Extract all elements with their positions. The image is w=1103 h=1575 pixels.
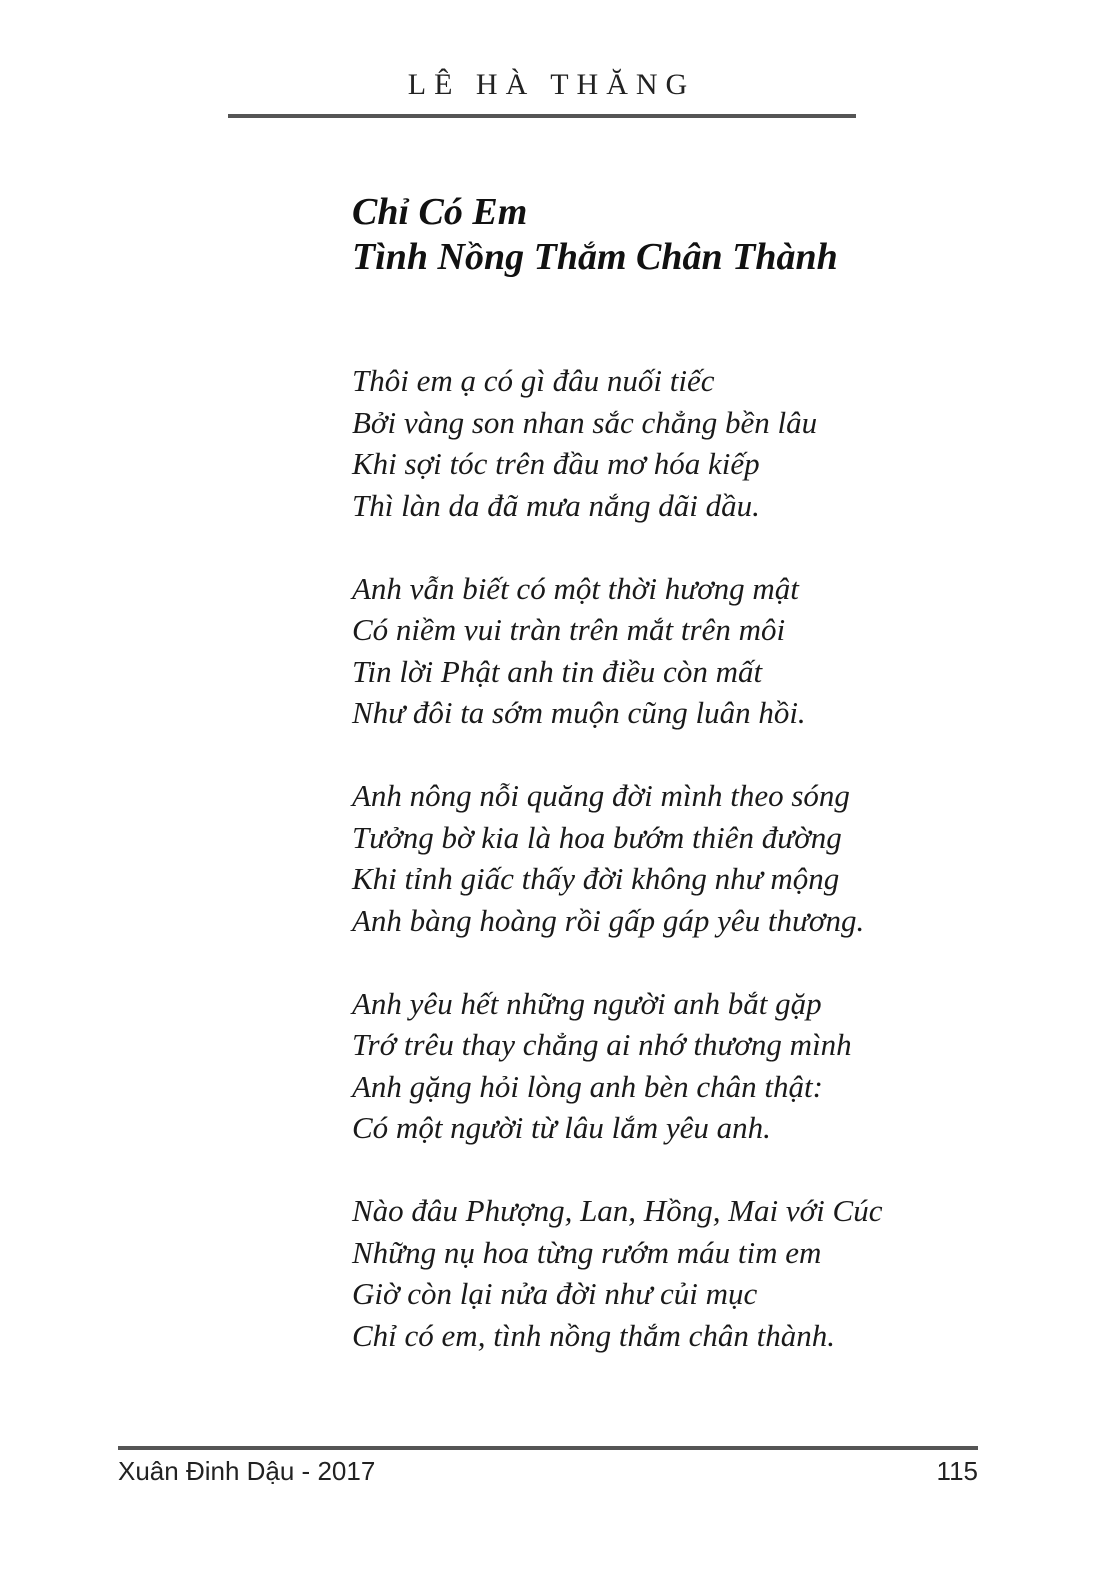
footer-divider <box>118 1446 978 1450</box>
poem-title-line-2: Tình Nồng Thắm Chân Thành <box>352 236 838 278</box>
poem-line: Anh gặng hỏi lòng anh bèn chân thật: <box>352 1068 823 1104</box>
header-divider <box>228 114 856 118</box>
poem-line: Anh yêu hết những người anh bắt gặp <box>352 985 822 1021</box>
poem-line: Anh nông nỗi quăng đời mình theo sóng <box>352 778 850 813</box>
poem-line: Có một người từ lâu lắm yêu anh. <box>352 1110 771 1145</box>
poem-line: Có niềm vui tràn trên mắt trên môi <box>352 612 786 647</box>
poem-line: Bởi vàng son nhan sắc chẳng bền lâu <box>352 404 818 440</box>
poem-line: Anh bàng hoàng rồi gấp gáp yêu thương. <box>352 902 865 938</box>
poem-line: Nào đâu Phượng, Lan, Hồng, Mai với Cúc <box>352 1193 883 1228</box>
poem-line: Khi sợi tóc trên đầu mơ hóa kiếp <box>352 446 760 481</box>
poem-line: Khi tỉnh giấc thấy đời không như mộng <box>352 861 840 896</box>
footer-publication: Xuân Đinh Dậu - 2017 <box>118 1456 376 1486</box>
poem-title-line-1: Chỉ Có Em <box>352 191 528 233</box>
poem-line: Như đôi ta sớm muộn cũng luân hồi. <box>352 695 806 730</box>
stanza <box>352 1190 882 1356</box>
running-header-author: LÊ HÀ THĂNG <box>407 68 696 101</box>
stanza <box>352 775 882 941</box>
stanza <box>352 568 882 734</box>
poem-body <box>352 360 882 1356</box>
poem-line: Giờ còn lại nửa đời như củi mục <box>352 1276 758 1311</box>
poem-line: Tin lời Phật anh tin điều còn mất <box>352 653 763 689</box>
poem-line: Anh vẫn biết có một thời hương mật <box>352 570 799 606</box>
poem-title <box>352 190 838 280</box>
poem-line: Thôi em ạ có gì đâu nuối tiếc <box>352 363 715 398</box>
poem-line: Thì làn da đã mưa nắng dãi dầu. <box>352 487 760 523</box>
poem-line: Tưởng bờ kia là hoa bướm thiên đường <box>352 819 842 855</box>
page-number: 115 <box>936 1456 978 1486</box>
stanza <box>352 983 882 1149</box>
poem-line: Những nụ hoa từng rướm máu tim em <box>352 1234 822 1270</box>
poem-line: Chỉ có em, tình nồng thắm chân thành. <box>352 1317 836 1353</box>
poem-line: Trớ trêu thay chẳng ai nhớ thương mình <box>352 1027 852 1062</box>
stanza <box>352 360 882 526</box>
